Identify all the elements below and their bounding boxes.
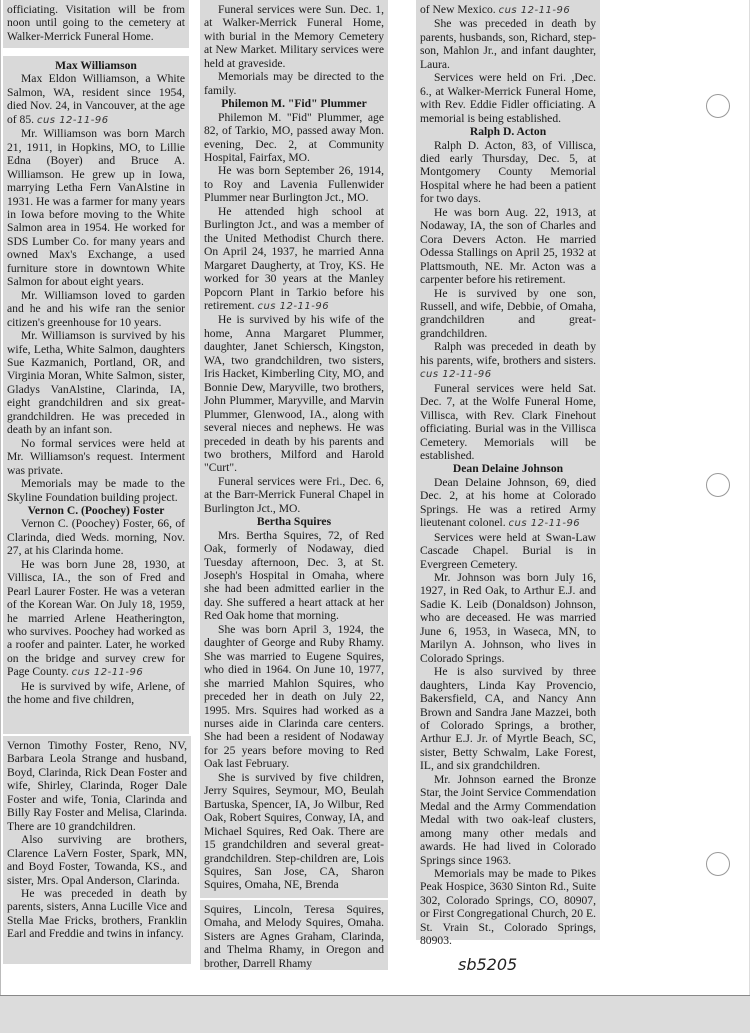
headline-dean-johnson: Dean Delaine Johnson	[452, 462, 564, 476]
obit-paragraph: He was born September 26, 1914, to Roy and Lavenia Fullenwider Plummer near Burlington Jct., MO.	[204, 164, 384, 205]
obit-paragraph: He is also survived by three daughters, Linda Kay Provencio, Bakersfield, CA, and Nancy Ann Brown and Sandra Jane Mazzei, both of Colorado Springs, a brother, Arthur E.J. Jr. of Myrtle Beach, SC, sister, Betty Schwalm, Lake Forest, IL, and six grandchildren.	[420, 665, 596, 773]
obit-paragraph: Vernon C. (Poochey) Foster, 66, of Clarinda, died Weds. morning, Nov. 27, at his Clarinda home.	[7, 517, 185, 558]
obit-paragraph: Mr. Johnson earned the Bronze Star, the Joint Service Commendation Medal and the Army Commendation Medal with two oak-leaf clusters, among many other medals and awards. He had lived in Colorado Springs since 1963.	[420, 772, 596, 867]
obit-paragraph: Memorials may be made to Pikes Peak Hospice, 3630 Sinton Rd., Suite 302, Colorado Springs, CO, 80907, or First Congregational Church, 20 E. St. Vrain St., Colorado Springs, 80903.	[420, 867, 596, 948]
headline-bertha-squires: Bertha Squires	[256, 515, 332, 529]
obit-paragraph: Ralph D. Acton, 83, of Villisca, died early Thursday, Dec. 5, at Montgomery County Memorial Hospital where he had been a patient for two days.	[420, 138, 596, 206]
clipping-col2-main	[200, 0, 388, 898]
obit-paragraph: He is survived by his wife of the home, Anna Margaret Plummer, daughter, Janet Schiersch, Kingston, WA, two grandchildren, two sisters, Iris Hacket, Kimberling City, MO, and Bonnie Dew, Maryville, two brothers, John Plummer, Maryville, and Marvin Plummer, Glenwood, IA., along with several nieces and nephews. He was preceded in death by his parents and two brothers, Milford and Harold "Curt".	[204, 313, 384, 475]
handwritten-note: cus 12-11-96	[257, 300, 330, 312]
headline-philemon-plummer: Philemon M. "Fid" Plummer	[221, 97, 367, 111]
headline-ralph-acton: Ralph D. Acton	[469, 125, 547, 139]
obit-paragraph: Also surviving are brothers, Clarence LaVern Foster, Spark, MN, and Boyd Foster, Towanda, KS., and sister, Mrs. Opal Anderson, Clarinda.	[7, 833, 187, 887]
handwritten-page-code: sb5205	[458, 955, 518, 974]
obit-paragraph: He was preceded in death by parents, sisters, Anna Lucille Vice and Stella Mae Fricks, brothers, Franklin Earl and Freddie and twins in infancy.	[7, 886, 187, 941]
obit-paragraph: She is survived by five children, Jerry Squires, Seymour, MO, Beulah Bartuska, Spencer, IA, Jo Wilbur, Red Oak, Robert Squires, Conway, IA, and Michael Squires, Red Oak. There are 15 grandchildren and several great-grandchildren. Step-children are, Lois Squires, San Jose, CA, Sharon Squires, Omaha, NE, Brenda	[204, 770, 384, 892]
clipping-col1-main	[3, 56, 189, 734]
headline-vernon-foster: Vernon C. (Poochey) Foster	[27, 503, 165, 517]
clipping-col3	[416, 0, 600, 948]
obit-paragraph: Services were held at Swan-Law Cascade Chapel. Burial is in Evergreen Cemetery.	[420, 530, 596, 571]
obit-paragraph: Mr. Williamson is survived by his wife, Letha, White Salmon, daughters Sue Kazmanich, Portland, OR, and Virginia Moran, White Salmon, sister, Gladys VanAlstine, Clarinda, IA, eight grandchildren and six great-grandchildren. He was preceded in death by an infant son.	[7, 329, 185, 437]
handwritten-note: cus 12-11-96	[498, 5, 571, 16]
scan-bottom-shade	[0, 996, 750, 1033]
obit-paragraph: Ralph was preceded in death by his parents, wife, brothers and sisters. cus 12-11-96	[420, 340, 596, 381]
binder-hole-icon	[706, 473, 730, 497]
obit-paragraph: Vernon Timothy Foster, Reno, NV, Barbara Leola Strange and husband, Boyd, Clarinda, Rick Dean Foster and wife, Shirley, Clarinda, Roger Dale Foster and wife, Tonia, Clarinda and Billy Ray Foster and Melisa, Clarinda. There are 10 grandchildren.	[7, 739, 187, 833]
clipping-col2-bottom	[200, 900, 388, 970]
obit-paragraph: Funeral services were held Sat. Dec. 7, at the Wolfe Funeral Home, Villisca, with Rev. Clark Finehout officiating. Burial was in the Villisca Cemetery. Memorials will be established.	[420, 381, 596, 462]
obit-paragraph: No formal services were held at Mr. Williamson's request. Interment was private.	[7, 436, 185, 477]
obit-paragraph: Max Eldon Williamson, a White Salmon, WA, resident since 1954, died Nov. 24, in Vancouver, at the age of 85. cus 12-11-96	[7, 72, 185, 126]
obit-paragraph: He is survived by wife, Arlene, of the home and five children,	[7, 679, 185, 707]
col1-top-text: officiating. Visitation will be from noon until going to the cemetery at Walker-Merrick Funeral Home.	[7, 3, 185, 43]
handwritten-note: cus 12-11-96	[508, 518, 581, 530]
handwritten-note: cus 12-11-96	[36, 114, 109, 126]
obit-paragraph: Memorials may be made to the Skyline Foundation building project.	[7, 477, 185, 504]
clipping-col1-bottom	[3, 736, 191, 964]
obit-paragraph: Dean Delaine Johnson, 69, died Dec. 2, at his home at Colorado Springs. He was a retired Army lieutenant colonel. cus 12-11-96	[420, 475, 596, 530]
clipping-col1-top	[3, 0, 189, 48]
obit-paragraph: He is survived by one son, Russell, and wife, Debbie, of Omaha, grandchildren and great-grandchildren.	[420, 286, 596, 340]
binder-hole-icon	[706, 852, 730, 876]
obit-paragraph: Mr. Johnson was born July 16, 1927, in Red Oak, to Arthur E.J. and Sadie K. Leib (Donaldson) Johnson, who are deceased. He was married June 6, 1953, in Waseca, MN, to Marilyn A. Johnson, who lives in Colorado Springs.	[420, 571, 596, 665]
scan-edge-left	[0, 0, 1, 1033]
obit-paragraph: Funeral services were Fri., Dec. 6, at the Barr-Merrick Funeral Chapel in Burlington Jct., MO.	[204, 474, 384, 515]
obit-paragraph: She was preceded in death by parents, husbands, son, Richard, step-son, Mahlon Jr., and infant daughter, Laura.	[420, 17, 596, 71]
obit-paragraph: He was born Aug. 22, 1913, at Nodaway, IA, the son of Charles and Cora Devers Acton. He married Odessa Stallings on April 25, 1932 at Plattsmouth, NE. Mr. Acton was a carpenter before his retirement.	[420, 205, 596, 287]
obit-paragraph: Mr. Williamson loved to garden and he and his wife ran the senior citizen's greenhouse for 10 years.	[7, 288, 185, 329]
obit-paragraph: Memorials may be directed to the family.	[204, 70, 384, 97]
obit-paragraph: Mr. Williamson was born March 21, 1911, in Hopkins, MO, to Lillie Edna (Boyer) and Bruce A. Williamson. He grew up in Iowa, marrying Letha Fern VanAlstine in 1931. He was a farmer for many years in Iowa before moving to the White Salmon area in 1954. He worked for SDS Lumber Co. for many years and owned Max's Exchange, a used furniture store in downtown White Salmon for about eight years.	[7, 127, 185, 289]
obit-paragraph: He was born June 28, 1930, at Villisca, IA., the son of Fred and Pearl Laurer Foster. He was a veteran of the Korean War. On July 18, 1959, he married Arlene Heatherington, who survives. Poochey had worked as a roofer and painter. Later, he worked on the bridge and survey crew for Page County. cus 12-11-96	[7, 557, 185, 679]
handwritten-note: cus 12-11-96	[71, 667, 144, 679]
obit-paragraph: Mrs. Bertha Squires, 72, of Red Oak, formerly of Nodaway, died Tuesday afternoon, Dec. 3, at St. Joseph's Hospital in Omaha, where she had been admitted earlier in the day. She suffered a heart attack at her Red Oak home that morning.	[204, 528, 384, 623]
obit-paragraph: Funeral services were Sun. Dec. 1, at Walker-Merrick Funeral Home, with burial in the Memory Cemetery at New Market. Military services were held at graveside.	[204, 3, 384, 70]
binder-hole-icon	[706, 94, 730, 118]
obit-paragraph: Services were held on Fri. ,Dec. 6., at Walker-Merrick Funeral Home, with Rev. Eddie Fidler officiating. A memorial is being established.	[420, 71, 596, 125]
obit-paragraph: of New Mexico. cus 12-11-96	[420, 3, 571, 16]
obit-paragraph: Squires, Lincoln, Teresa Squires, Omaha, and Melody Squires, Omaha. Sisters are Agnes Graham, Clarinda, and Thelma Rhamy, in Oregon and brother, Darrell Rhamy	[204, 903, 384, 970]
obit-paragraph: Philemon M. "Fid" Plummer, age 82, of Tarkio, MO, passed away Mon. evening, Dec. 2, at Community Hospital, Fairfax, MO.	[204, 110, 384, 164]
handwritten-note: cus 12-11-96	[420, 369, 492, 381]
obit-paragraph: She was born April 3, 1924, the daughter of George and Ruby Rhamy. She was married to Eugene Squires, who died in 1964. On June 10, 1977, she married Mahlon Squires, who preceded her in death on July 22, 1995. Mrs. Squires had worked as a nurses aide in Clarinda care centers. She had been a resident of Nodaway for 25 years before moving to Red Oak last February.	[204, 622, 384, 771]
obit-paragraph: He attended high school at Burlington Jct., and was a member of the United Methodist Church there. On April 24, 1937, he married Anna Margaret Daugherty, at Troy, KS. He worked for 30 years at the Manley Popcorn Plant in Tarkio before his retirement. cus 12-11-96	[204, 204, 384, 312]
headline-max-williamson: Max Williamson	[55, 59, 137, 72]
